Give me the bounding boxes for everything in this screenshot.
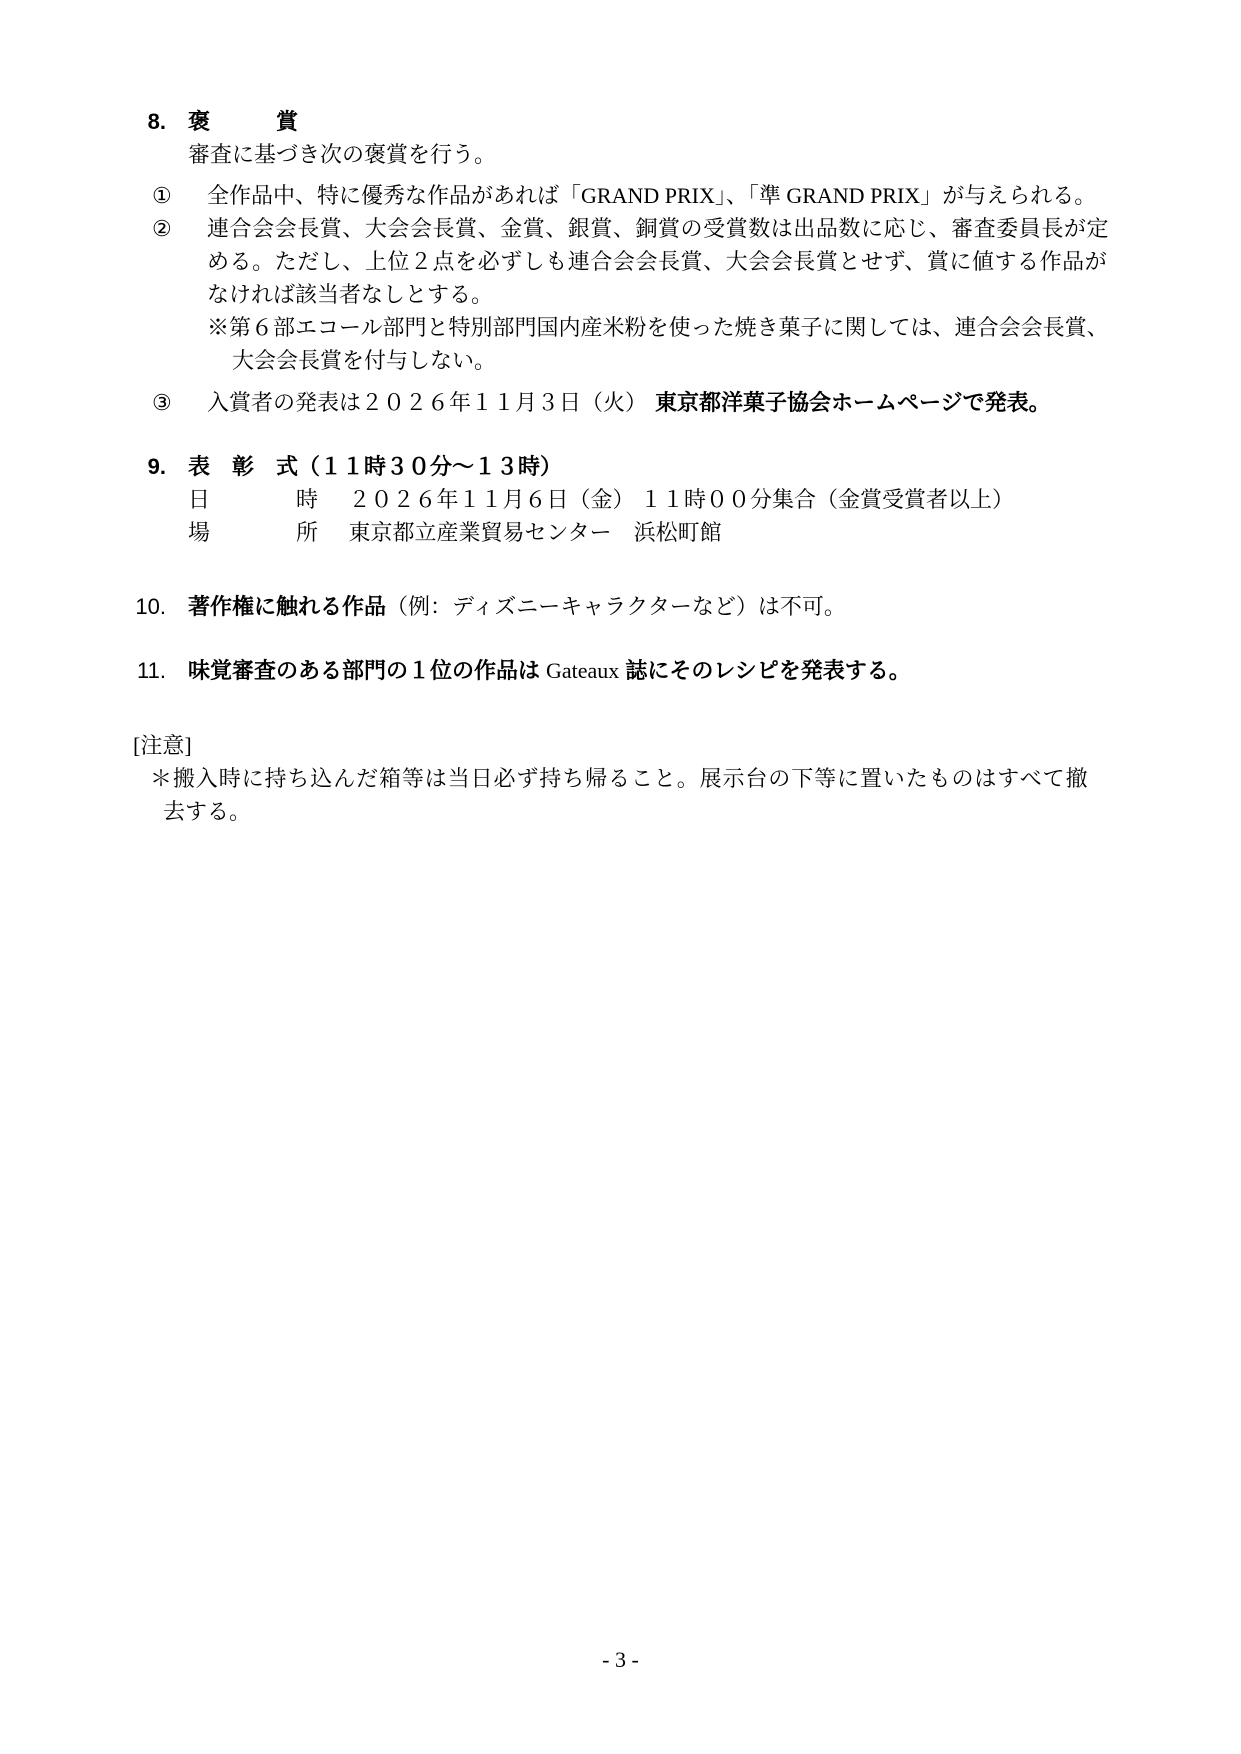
section-10-body [188, 590, 846, 623]
item-2-line-1: 連合会会長賞、大会会長賞、金賞、銀賞、銅賞の受賞数は出品数に応じ、審査委員長が定 [207, 216, 1110, 241]
note-line-2: 大会会長賞を付与しない。 [232, 348, 497, 373]
section-8-intro: 審査に基づき次の褒賞を行う。 [188, 142, 497, 167]
section-9-number: 9. [147, 454, 166, 479]
place-label-1: 場 [188, 520, 211, 545]
place-label [188, 516, 318, 549]
datetime-value: ２０２６年１１月６日（金） １１時００分集合（金賞受賞者以上） [348, 487, 1015, 512]
note-line-1: ※第６部エコール部門と特別部門国内産米粉を使った焼き菓子に関しては、連合会会長賞、 [207, 315, 1109, 340]
section-8-item-2-note [207, 311, 1109, 377]
section-10-number: 10. [135, 594, 166, 619]
datetime-label-1: 日 [188, 487, 211, 512]
section-11-latin-text: Gateaux [546, 658, 620, 683]
section-8-item-3 [152, 386, 1051, 419]
item-2-marker: ② [152, 216, 172, 241]
section-9-title: 表 彰 式（１１時３０分～１３時） [188, 454, 563, 479]
page-number: - 3 - [602, 1647, 639, 1672]
section-8-item-2 [152, 212, 1109, 311]
item-2-line-2: める。ただし、上位２点を必ずしも連合会会長賞、大会会長賞とせず、賞に値する作品が [207, 249, 1108, 274]
item-3-marker: ③ [152, 390, 172, 415]
section-10-bold-text: 著作権に触れる作品 [188, 594, 387, 619]
datetime-row [188, 483, 1014, 516]
place-row [188, 516, 722, 549]
item-2-body [207, 212, 1109, 311]
section-11-bold-text-1: 味覚審査のある部門の１位の作品は [188, 658, 541, 683]
item-1-text: 全作品中、特に優秀な作品があれば「GRAND PRIX」、「準 GRAND PRIX」が与えられる。 [207, 183, 1097, 208]
item-1-marker: ① [152, 183, 172, 208]
section-10-rest-text: （例：ディズニーキャラクターなど）は不可。 [386, 594, 846, 619]
notice-line-2: 去する。 [163, 799, 252, 824]
section-8-title: 褒 賞 [188, 109, 299, 134]
section-11-row [133, 654, 911, 687]
section-11-bold-text-2: 誌にそのレシピを発表する。 [625, 658, 911, 683]
section-8-number: 8. [147, 109, 166, 134]
place-value: 東京都立産業貿易センター 浜松町館 [348, 520, 722, 545]
item-2-line-3: なければ該当者なしとする。 [207, 282, 494, 307]
item-3-text: 入賞者の発表は２０２６年１１月３日（火） [207, 390, 648, 415]
datetime-label-2: 時 [295, 487, 318, 512]
datetime-label [188, 483, 318, 516]
section-11-body [188, 654, 911, 687]
section-10-row [133, 590, 846, 623]
notice-label: [注意] [133, 733, 192, 758]
notice-body [150, 762, 1088, 828]
item-3-body [207, 386, 1051, 419]
section-8-heading [133, 105, 298, 138]
section-9-heading [133, 450, 562, 483]
section-11-number: 11. [137, 658, 166, 683]
item-3-bold-text: 東京都洋菓子協会ホームページで発表。 [655, 390, 1051, 415]
notice-line-1: ＊搬入時に持ち込んだ箱等は当日必ず持ち帰ること。展示台の下等に置いたものはすべて撤 [150, 766, 1089, 791]
section-8-item-1 [152, 179, 1096, 212]
place-label-2: 所 [295, 520, 318, 545]
